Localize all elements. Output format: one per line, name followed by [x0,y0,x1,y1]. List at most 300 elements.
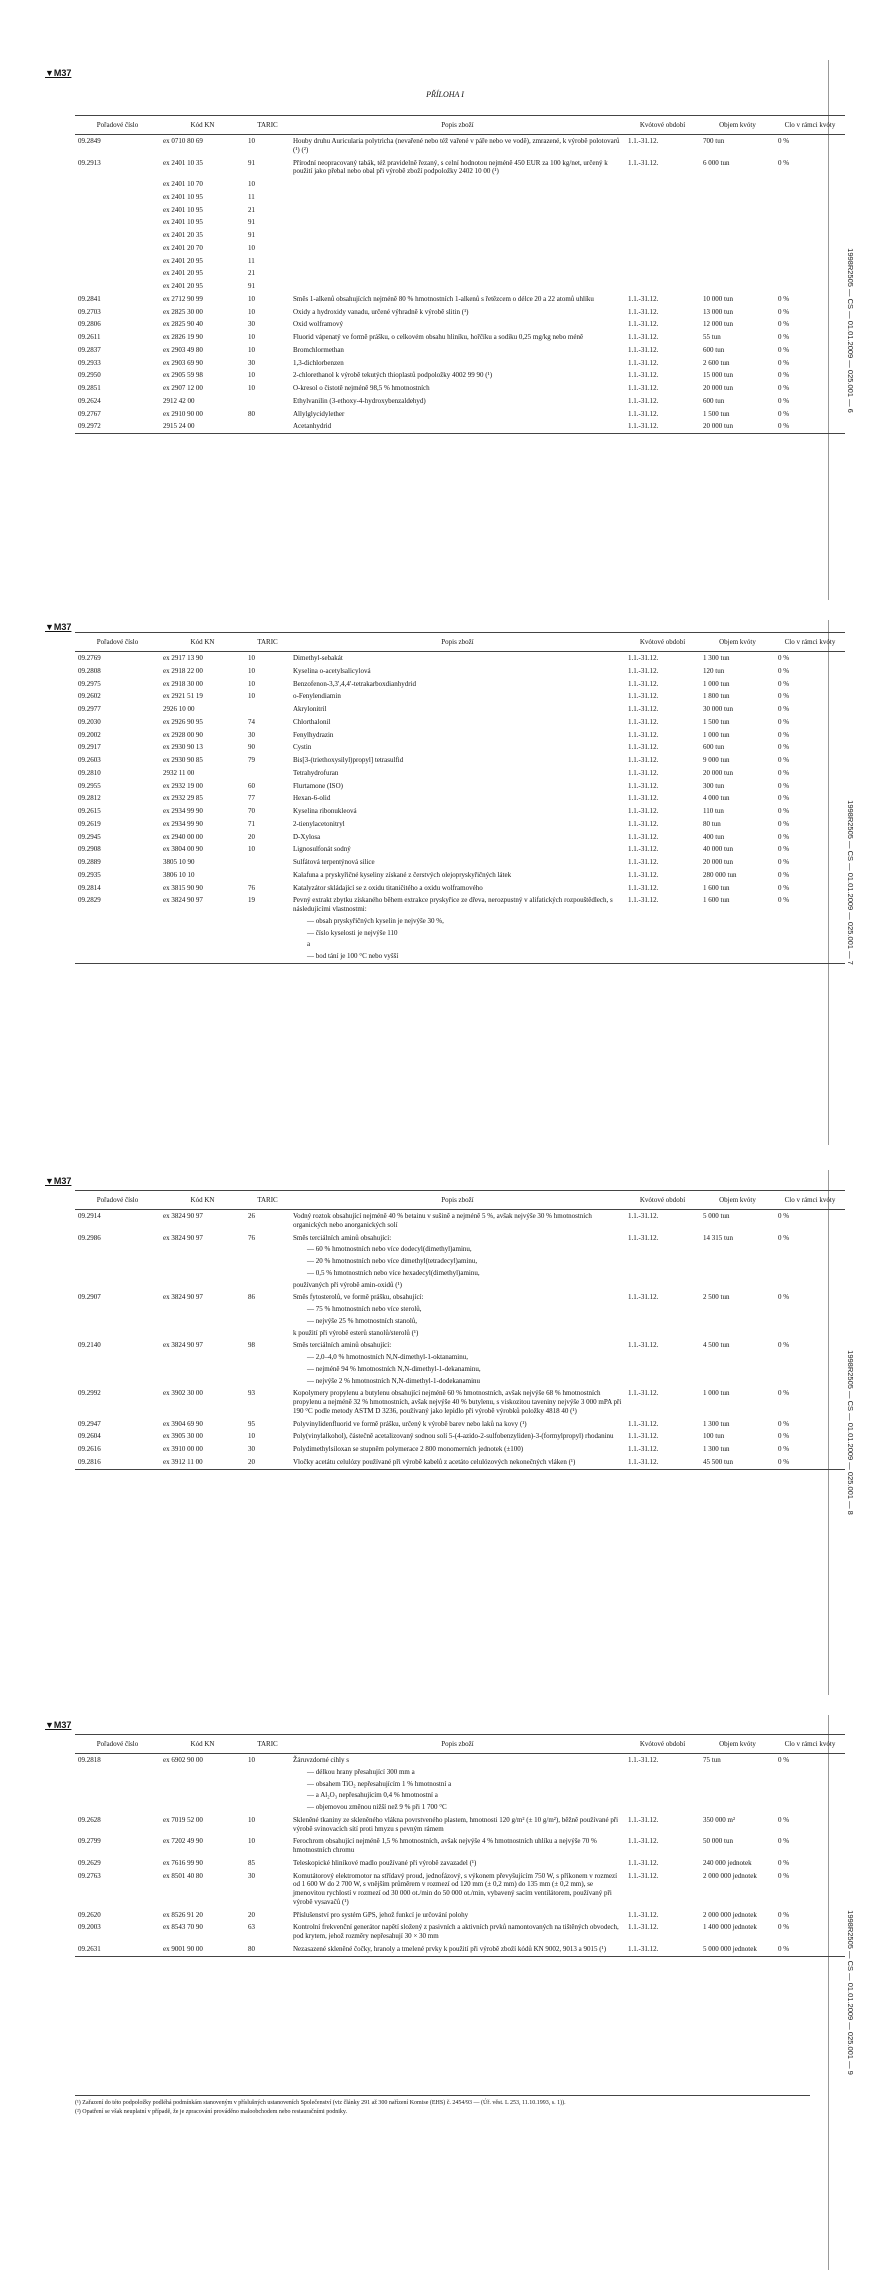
header-col-objem: Objem kvóty [700,1735,775,1754]
table-row [75,1339,845,1387]
quota-period: 1.1.-31.12. [628,679,659,688]
quota-duty [775,229,845,242]
table-row [75,792,845,805]
order-number: 09.2604 [78,1432,101,1441]
quota-duty: 0 % [778,768,790,777]
cn-code: ex 2926 90 95 [163,717,203,726]
quota-duty [775,178,845,191]
cn-code: ex 9001 90 00 [160,1943,245,1956]
table-row [75,754,845,767]
taric-code: 10 [248,654,255,662]
quota-period: 1.1.-31.12. [628,768,659,777]
cn-code: ex 2905 59 98 [163,371,203,380]
taric-code: 76 [248,883,255,892]
goods-description [290,242,625,255]
cn-code: ex 6902 90 00 [163,1756,203,1764]
quota-volume [700,280,775,293]
description-subitem: — 20 % hmotnostních nebo více dimethyl(tetradecyl)aminu, [307,1257,478,1265]
table-row [75,1443,845,1456]
description-text: Kontrolní frekvenční generátor napětí složený z pasivních a aktivních prvků namontovaných na tištěných obvodech, pod krytem, jehož rozměry nepřesahují 30 × 30 mm [293,1923,619,1940]
cn-code: ex 8543 70 90 [163,1923,203,1932]
goods-description [290,408,625,421]
quota-period: 1.1.-31.12. [625,420,700,433]
order-number: 09.2889 [78,858,101,866]
description-text: Vločky acetátu celulózy používané při výrobě kabelů z acetáto celulózových nekonečných vláken (¹) [293,1457,576,1466]
quota-period: 1.1.-31.12. [628,409,659,418]
quota-duty: 0 % [775,1943,845,1956]
goods-description [290,1870,625,1909]
taric-code: 10 [248,384,255,392]
goods-description [290,280,625,293]
quota-period: 1.1.-31.12. [628,137,659,145]
order-number [75,267,160,280]
order-number: 09.2917 [78,743,101,752]
order-number: 09.2603 [78,756,101,764]
cn-code: ex 0710 80 69 [163,137,203,145]
quota-duty: 0 % [775,1456,845,1469]
quota-volume: 12 000 tun [703,320,733,329]
description-text: Nezasazené skleněné čočky, hranoly a tmelené prvky k použití při výrobě zboží kódů KN 9002, 9013 a 9015 (¹) [293,1944,607,1953]
goods-description [290,831,625,844]
goods-description [290,665,625,678]
table-row [75,280,845,293]
order-number: 09.2619 [78,819,101,828]
description-text: Komutátorový elektromotor na střídavý proud, jednofázový, s výkonem převyšujícím 750 W, s příkonem v rozmezí od 1 600 W do 2 700 W, s vnějším průměrem v rozmezí od 120 mm (± 0,2 mm) do 135 mm (± 0,2 mm), se jmenovitou rychlostí v rozmezí od 30 000 ot./min do 50 000 ot./min, vybavený sacím ventilátorem, používaný při výrobě vysavačů (¹) [293,1871,618,1906]
goods-description [290,767,625,780]
cn-code: ex 2401 10 95 [163,205,203,214]
quota-volume: 400 tun [703,832,725,841]
order-number [75,280,160,293]
quota-volume: 100 tun [703,1432,725,1441]
quota-duty: 0 % [778,307,790,316]
table-row [75,831,845,844]
quota-volume: 600 tun [703,743,725,752]
description-text: Bromchlormethan [293,345,344,354]
cn-code: ex 2401 20 95 [163,282,203,290]
quota-duty: 0 % [778,294,790,303]
order-number [75,255,160,268]
quota-period: 1.1.-31.12. [628,358,659,367]
quota-volume: 75 tun [703,1756,721,1764]
goods-description [290,255,625,268]
description-text: Žáruvzdorné cihly s [293,1756,349,1764]
goods-description [290,754,625,767]
quota-table [75,632,845,964]
quota-period: 1.1.-31.12. [628,1858,659,1867]
quota-period: 1.1.-31.12. [628,1923,659,1932]
table-row [75,1754,845,1814]
quota-period: 1.1.-31.12. [628,858,659,866]
quota-duty: 0 % [778,1233,790,1242]
quota-volume: 9 000 tun [703,756,730,764]
quota-period: 1.1.-31.12. [628,1233,659,1242]
taric-code [245,703,290,716]
header-col-popis: Popis zboží [290,633,625,652]
quota-period [625,229,700,242]
quota-volume: 45 500 tun [700,1456,775,1469]
quota-volume: 1 800 tun [703,692,730,701]
order-number: 09.2947 [78,1419,101,1428]
table-row [75,318,845,331]
quota-volume: 2 500 tun [703,1293,730,1302]
quota-period: 1.1.-31.12. [628,1389,659,1398]
cn-code: ex 2826 19 90 [163,333,203,341]
description-text: Hexan-6-olid [293,794,331,803]
cn-code: 2932 11 00 [163,768,195,777]
order-number: 09.2837 [78,345,101,354]
quota-volume: 20 000 tun [700,420,775,433]
quota-table [75,115,845,434]
document-id: 1998R2505 — CS — 01.01.2009 — 025.001 — 7 [845,800,855,965]
document-id: 1998R2505 — CS — 01.01.2009 — 025.001 — 9 [845,1910,855,2075]
quota-volume: 13 000 tun [703,307,733,316]
taric-code: 30 [248,320,255,329]
description-subitem: — 75 % hmotnostních nebo více sterolů, [307,1305,422,1313]
page-3 [0,1160,890,1700]
taric-code: 10 [248,845,255,854]
goods-description [290,1921,625,1943]
quota-period [625,242,700,255]
header-col-obdobi: Kvótové období [625,633,700,652]
table-row [75,255,845,268]
table-row [75,818,845,831]
quota-duty: 0 % [778,858,790,866]
quota-duty: 0 % [778,1910,790,1919]
quota-volume: 300 tun [703,781,725,790]
table-row [75,1418,845,1431]
cn-code: ex 7616 99 90 [163,1858,203,1867]
table-row [75,1387,845,1417]
quota-volume: 5 000 000 jednotek [700,1943,775,1956]
description-text: Chlorthalonil [293,717,331,726]
quota-volume: 600 tun [703,396,725,405]
order-number: 09.2616 [78,1445,101,1453]
header-col-kn: Kód KN [160,1735,245,1754]
order-number: 09.2829 [75,894,160,963]
header-col-obdobi: Kvótové období [625,1735,700,1754]
table-row [75,1921,845,1943]
order-number: 09.2945 [78,832,101,841]
taric-code: 10 [248,1815,255,1824]
quota-duty: 0 % [778,1212,790,1220]
taric-code: 21 [248,269,255,278]
header-col-clo: Clo v rámci kvóty [775,1191,845,1210]
quota-duty [775,280,845,293]
description-subitem: a [307,940,311,949]
header-col-por: Pořadové číslo [75,1735,160,1754]
taric-code [245,767,290,780]
quota-volume: 30 000 tun [703,705,733,713]
taric-code [245,869,290,882]
order-number: 09.2002 [78,730,101,739]
order-number: 09.2628 [78,1815,101,1824]
quota-volume [700,267,775,280]
quota-volume [700,229,775,242]
quota-period: 1.1.-31.12. [628,307,659,316]
quota-volume: 1 000 tun [703,1389,730,1398]
quota-volume: 280 000 tun [703,870,737,879]
taric-code: 10 [248,294,255,303]
order-number: 09.2611 [78,333,101,341]
goods-description [290,1418,625,1431]
taric-code: 79 [248,756,255,764]
order-number [75,191,160,204]
order-number: 09.2615 [78,807,101,815]
order-number: 09.2908 [78,845,101,854]
description-text: Vodný roztok obsahující nejméně 40 % betainu v sušině a nejméně 5 %, avšak nejvýše 30 % hmotnostních organických nebo anorganických solí [293,1212,592,1229]
taric-code: 80 [245,1943,290,1956]
goods-description [290,792,625,805]
quota-duty: 0 % [778,333,790,341]
goods-description [290,894,625,963]
taric-code: 10 [248,666,255,675]
description-subitem: — obsahem TiO₂ nepřesahujícím 1 % hmotnostní a [307,1779,452,1788]
description-text: Katalyzátor skládající se z oxidu titaničitého a oxidu wolframového [293,883,483,892]
quota-period [625,255,700,268]
goods-description [290,1430,625,1443]
taric-code: 80 [248,409,255,418]
header-col-taric: TARIC [245,633,290,652]
order-number: 09.2602 [78,692,101,701]
taric-code: 71 [248,819,255,828]
header-col-por: Pořadové číslo [75,116,160,135]
order-number: 09.2841 [78,294,101,303]
taric-code: 19 [245,894,290,963]
order-number: 09.2851 [78,384,101,392]
cn-code: ex 3824 90 97 [163,1233,203,1242]
taric-code: 76 [248,1233,255,1242]
quota-duty [775,216,845,229]
order-number: 09.2977 [78,705,101,713]
table-row [75,229,845,242]
description-text: Oxidy a hydroxidy vanadu, určené výhradně k výrobě slitin (¹) [293,307,469,316]
document-id: 1998R2505 — CS — 01.01.2009 — 025.001 — 8 [845,1350,855,1515]
description-text: O-kresol o čistotě nejméně 98,5 % hmotnostních [293,384,430,392]
cn-code: ex 3910 00 00 [163,1445,203,1453]
quota-volume [700,178,775,191]
description-text: Polyvinylidenfluorid ve formě prášku, určený k výrobě barev nebo laků na kovy (¹) [293,1419,527,1428]
quota-period: 1.1.-31.12. [628,845,659,854]
quota-volume: 120 tun [703,666,725,675]
description-text: Kyselina ribonukleová [293,807,357,815]
quota-volume: 1 000 tun [703,730,730,739]
footnote-2: (²) Opatření se však neuplatní v případě, že je zpracování prováděno maloobchodem nebo restauračními podniky. [75,2109,347,2116]
goods-description [290,229,625,242]
amendment-marker: ▼M37 [45,1176,72,1186]
quota-period: 1.1.-31.12. [628,1910,659,1919]
goods-description [290,1909,625,1922]
description-text: Lignosulfonát sodný [293,845,351,854]
table-row [75,395,845,408]
taric-code: 63 [248,1923,255,1932]
cn-code: ex 2401 20 35 [163,231,203,239]
goods-description [290,818,625,831]
cn-code: ex 3824 90 97 [160,894,245,963]
quota-duty [775,242,845,255]
description-subitem: — 60 % hmotnostních nebo více dodecyl(dimethyl)aminu, [307,1245,472,1254]
cn-code: ex 3824 90 97 [163,1212,203,1220]
order-number: 09.2808 [78,666,101,675]
taric-code [245,856,290,869]
taric-code: 21 [248,205,255,214]
quota-period: 1.1.-31.12. [628,1212,659,1220]
description-text: Poly(vinylalkohol), částečně acetalizovaný sodnou solí 5-(4-azido-2-sulfobenzyliden)-3-(formylpropyl) rhodaninu [293,1432,614,1441]
header-col-taric: TARIC [245,1191,290,1210]
cn-code: ex 2401 20 70 [163,243,203,252]
quota-duty: 0 % [778,1756,790,1764]
order-number: 09.2003 [78,1923,101,1932]
taric-code: 90 [248,743,255,752]
description-text: 1,3-dichlorbenzen [293,358,344,367]
order-number: 09.2624 [78,396,101,405]
quota-period: 1.1.-31.12. [628,1341,659,1350]
goods-description [290,293,625,306]
quota-volume: 350 000 m² [703,1815,736,1824]
goods-description [290,1443,625,1456]
table-row [75,382,845,395]
taric-code: 60 [248,781,255,790]
cn-code: ex 2934 99 90 [163,807,203,815]
taric-code: 30 [248,1445,255,1453]
description-text: Oxid wolframový [293,320,343,329]
quota-period: 1.1.-31.12. [628,883,659,892]
taric-code: 30 [248,730,255,739]
quota-period: 1.1.-31.12. [628,717,659,726]
taric-code: 10 [248,180,255,188]
order-number: 09.2907 [78,1293,101,1302]
table-row [75,716,845,729]
quota-volume: 1 000 tun [703,679,730,688]
description-subitem: — nejvýše 25 % hmotnostních stanolů, [307,1316,418,1325]
taric-code: 10 [248,345,255,354]
quota-duty: 0 % [778,158,790,167]
description-text: Dimethyl-sebakát [293,654,343,662]
quota-duty: 0 % [778,679,790,688]
quota-duty: 0 % [778,807,790,815]
cn-code: 3805 10 90 [163,858,195,866]
description-note: k použití při výrobě esterů stanolů/sterolů (¹) [293,1328,419,1337]
goods-description [290,703,625,716]
taric-code: 10 [248,1756,255,1764]
table-row [75,678,845,691]
cn-code: ex 2930 90 85 [163,756,203,764]
goods-description [290,1232,625,1292]
goods-description [290,369,625,382]
description-text: Ferochrom obsahující nejméně 1,5 % hmotnostních, avšak nejvýše 4 % hmotnostních uhlíku a nejvýše 70 % hmotnostních chromu [293,1837,597,1854]
description-subitem: — číslo kyselosti je nejvýše 110 [307,928,398,937]
goods-description [290,882,625,895]
cn-code: ex 2401 20 95 [163,269,203,278]
cn-code: ex 7019 52 00 [163,1815,203,1824]
order-number: 09.2950 [78,371,101,380]
table-row [75,1870,845,1909]
quota-duty: 0 % [778,1445,790,1453]
taric-code: 93 [248,1389,255,1398]
goods-description [290,216,625,229]
quota-volume: 40 000 tun [703,845,733,854]
quota-volume: 55 tun [703,333,721,341]
taric-code [245,420,290,433]
quota-duty: 0 % [778,819,790,828]
header-col-obdobi: Kvótové období [625,116,700,135]
cn-code: ex 2903 69 90 [163,358,203,367]
quota-period: 1.1.-31.12. [628,666,659,675]
header-col-popis: Popis zboží [290,1191,625,1210]
header-col-clo: Clo v rámci kvóty [775,633,845,652]
quota-volume: 240 000 jednotek [703,1858,752,1867]
goods-description [290,331,625,344]
quota-period [625,191,700,204]
table-row [75,1909,845,1922]
table-row [75,369,845,382]
quota-volume: 1 500 tun [703,717,730,726]
quota-period: 1.1.-31.12. [628,1445,659,1453]
cn-code: ex 2918 22 00 [163,666,203,675]
taric-code: 10 [248,692,255,701]
cn-code: ex 2712 90 99 [163,294,203,303]
header-col-clo: Clo v rámci kvóty [775,116,845,135]
quota-duty [775,267,845,280]
quota-duty: 0 % [778,870,790,879]
quota-volume [700,216,775,229]
quota-period [625,216,700,229]
quota-volume [700,191,775,204]
quota-period: 1.1.-31.12. [628,1419,659,1428]
annex-title: PŘÍLOHA I [426,90,464,99]
quota-duty: 0 % [778,409,790,418]
quota-duty: 0 % [778,705,790,713]
description-subitem: — 2,0–4,0 % hmotnostních N,N-dimethyl-1-oktanaminu, [307,1353,468,1361]
table-row [75,344,845,357]
order-number: 09.2914 [78,1212,101,1220]
header-col-objem: Objem kvóty [700,116,775,135]
description-text: Směs fytosterolů, ve formě prášku, obsahující: [293,1293,424,1302]
quota-duty: 0 % [778,1419,790,1428]
description-text: Fluorid vápenatý ve formě prášku, o celkovém obsahu hliníku, hořčíku a sodíku 0,25 mg/kg nebo méně [293,333,584,341]
taric-code: 10 [248,1837,255,1846]
cn-code: ex 3815 90 90 [163,883,203,892]
goods-description [290,1291,625,1339]
cn-code: ex 3824 90 97 [163,1293,203,1302]
quota-period: 1.1.-31.12. [628,692,659,701]
header-col-por: Pořadové číslo [75,1191,160,1210]
order-number: 09.2972 [75,420,160,433]
description-subitem: — délkou hrany přesahující 300 mm a [307,1767,415,1776]
taric-code: 10 [248,307,255,316]
header-col-popis: Popis zboží [290,1735,625,1754]
cn-code: ex 2825 30 00 [163,307,203,316]
order-number [75,216,160,229]
quota-duty: 0 % [778,743,790,752]
cn-code: ex 2825 90 40 [163,320,203,329]
quota-period: 1.1.-31.12. [628,1837,659,1846]
table-row [75,1291,845,1339]
amendment-marker: ▼M37 [45,68,72,78]
quota-duty: 0 % [778,358,790,367]
quota-duty: 0 % [778,371,790,380]
header-col-por: Pořadové číslo [75,633,160,652]
description-subitem: — 0,5 % hmotnostních nebo více hexadecyl(dimethyl)aminu, [307,1268,480,1277]
quota-period: 1.1.-31.12. [625,1943,700,1956]
goods-description [290,805,625,818]
description-text: Sulfátová terpentýnová silice [293,858,375,866]
quota-volume: 600 tun [703,345,725,354]
taric-code: 10 [248,137,255,145]
quota-volume: 1 400 000 jednotek [703,1923,757,1932]
quota-period: 1.1.-31.12. [628,396,659,405]
goods-description [290,318,625,331]
quota-duty: 0 % [778,1871,790,1880]
